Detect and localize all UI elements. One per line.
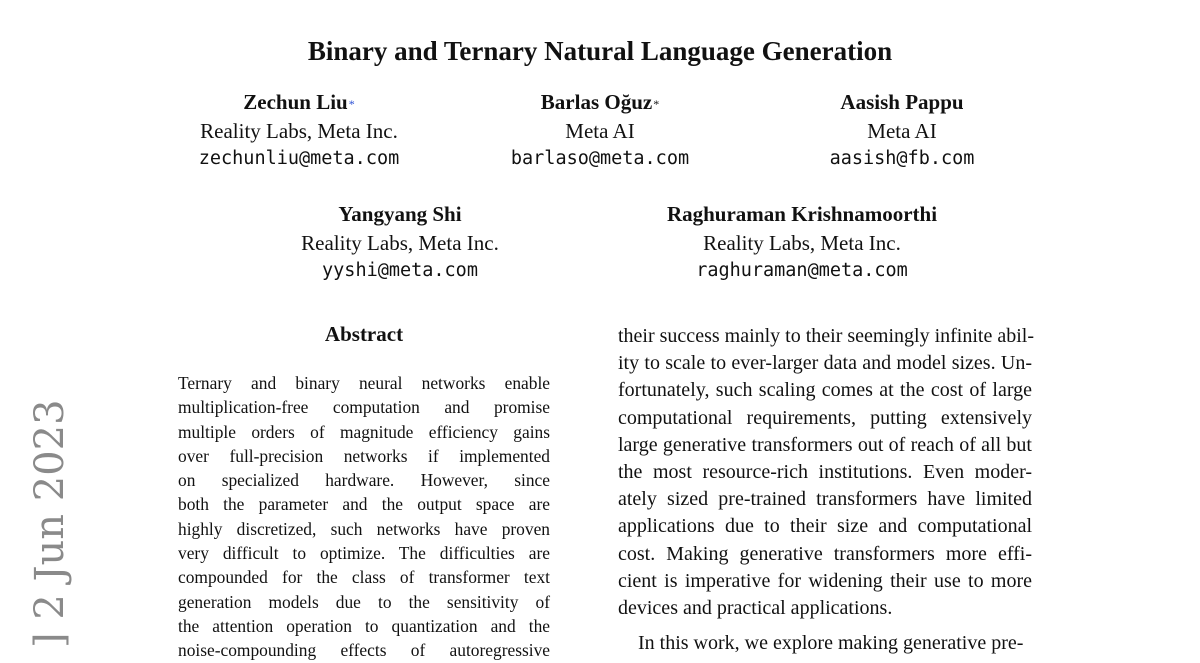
author-affiliation: Meta AI (867, 118, 937, 143)
author-mark: * (348, 97, 355, 111)
author-name: Aasish Pappu (840, 90, 964, 114)
author-block-4 (220, 200, 580, 286)
body-paragraph-1 (618, 323, 1035, 622)
abstract-heading: Abstract (324, 322, 404, 346)
abstract-line: the attention operation to quantization and the (178, 615, 550, 636)
abstract-line: compounded for the class of transformer text (178, 567, 550, 588)
author-affiliation: Meta AI (565, 118, 635, 143)
body-paragraph-2: In this work, we explore making generative pre- (638, 632, 1024, 655)
author-block-3 (722, 88, 1082, 174)
body-line: ity to scale to ever-larger data and model sizes. Un- (618, 352, 1032, 375)
abstract-line: Ternary and binary neural networks enable (178, 373, 550, 393)
body-line: devices and practical applications. (618, 597, 893, 620)
abstract-line: multiplication-free computation and promise (178, 397, 550, 418)
author-name: Yangyang Shi (338, 202, 462, 226)
paper-title: Binary and Ternary Natural Language Generation (307, 36, 893, 66)
author-email: zechunliu@meta.com (198, 148, 400, 169)
author-email: aasish@fb.com (829, 148, 975, 169)
arxiv-margin-stamp: ] 2 Jun 2023 (27, 399, 73, 648)
author-name: Barlas Oğuz (540, 90, 653, 114)
body-line: fortunately, such scaling comes at the cost of large (618, 379, 1032, 402)
author-email: barlaso@meta.com (510, 148, 690, 169)
abstract-line: very difficult to optimize. The difficulties are (178, 543, 550, 564)
author-email: raghuraman@meta.com (696, 260, 908, 281)
body-line: applications due to their size and computational (618, 515, 1032, 538)
author-block-5 (622, 200, 982, 286)
body-line: cost. Making generative transformers more effi- (618, 542, 1032, 565)
author-name: Raghuraman Krishnamoorthi (666, 202, 938, 226)
body-text-right-column (618, 323, 1035, 657)
abstract-text (178, 371, 550, 663)
abstract-line: over full-precision networks if implemented (178, 445, 550, 466)
abstract-line: both the parameter and the output space are (178, 494, 550, 515)
body-line: their success mainly to their seemingly infinite abil- (618, 325, 1035, 347)
body-line: computational requirements, putting extensively (618, 406, 1032, 429)
body-line: large generative transformers out of reach of all but (618, 433, 1032, 456)
body-line: cient is imperative for widening their use to more (618, 569, 1032, 592)
author-mark: * (653, 97, 660, 111)
author-affiliation: Reality Labs, Meta Inc. (200, 118, 398, 143)
author-email: yyshi@meta.com (322, 260, 478, 281)
abstract-line: on specialized hardware. However, since (178, 470, 550, 491)
author-affiliation: Reality Labs, Meta Inc. (301, 230, 499, 255)
abstract-line: generation models due to the sensitivity of (178, 591, 550, 612)
abstract-line: multiple orders of magnitude efficiency gains (178, 421, 550, 442)
body-line: the most resource-rich institutions. Even moder- (618, 461, 1032, 484)
author-affiliation: Reality Labs, Meta Inc. (703, 230, 901, 255)
body-line: ately sized pre-trained transformers have limited (618, 488, 1032, 511)
abstract-line: noise-compounding effects of autoregressive (178, 640, 550, 661)
author-name: Zechun Liu (243, 90, 348, 114)
abstract-line: highly discretized, such networks have proven (178, 518, 550, 539)
